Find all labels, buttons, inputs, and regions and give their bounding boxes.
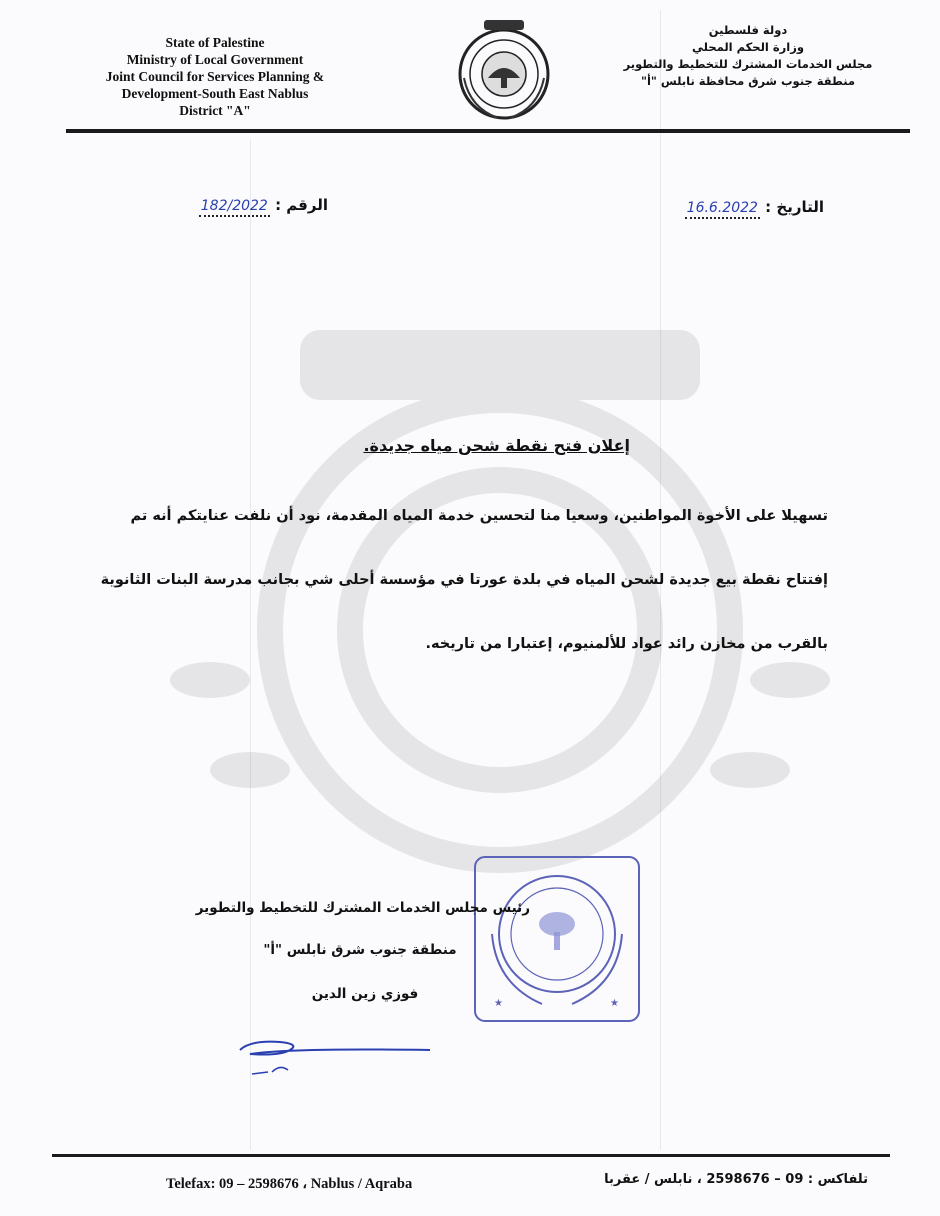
header-en-line-5: District "A" [179,103,251,118]
header-en-line-2: Ministry of Local Government [126,52,304,67]
council-logo [448,16,560,128]
body-line-1: تسهيلا على الأخوة المواطنين، وسعيا منا لتحسين خدمة المياه المقدمة، نود أن نلفت عنايتكم أنه تم [130,508,828,524]
document-date [685,198,824,219]
footer-english: Telefax: 09 – 2598676 ، Nablus / Aqraba [166,1176,413,1192]
signatory-title: رئيس مجلس الخدمات المشترك للتخطيط والتطوير [195,900,530,916]
header-arabic [618,22,878,90]
official-stamp [472,854,642,1024]
number-value: 182/2022 [199,198,270,217]
header-english [70,34,360,119]
header-en-line-3: Joint Council for Services Planning & [105,69,325,84]
header-divider [66,129,910,133]
svg-text:★: ★ [610,998,619,1009]
date-value: 16.6.2022 [685,200,760,219]
body-line-2: إفتتاح نقطة بيع جديدة لشحن المياه في بلدة عورتا في مؤسسة أحلى شي بجانب مدرسة البنات الثانوية [100,572,828,588]
header-ar-line-4: منطقة جنوب شرق محافظة نابلس "أ" [640,74,856,88]
reference-number [199,196,328,217]
header-en-line-1: State of Palestine [165,35,265,50]
announcement-title: إعلان فتح نقطة شحن مياه جديدة. [363,436,630,455]
header-ar-line-2: وزارة الحكم المحلي [692,40,804,54]
footer-arabic: تلفاكس : 09 – 2598676 ، نابلس / عقربا [604,1172,868,1187]
header-ar-line-3: مجلس الخدمات المشترك للتخطيط والتطوير [623,57,873,71]
watermark-emblem [100,300,860,880]
signatory-region: منطقة جنوب شرق نابلس "أ" [263,942,457,958]
footer-divider [52,1154,890,1157]
body-line-3: بالقرب من مخازن رائد عواد للألمنيوم، إعتبارا من تاريخه. [425,636,828,652]
number-label: الرقم : [275,196,328,214]
header-ar-line-1: دولة فلسطين [708,23,788,37]
date-label: التاريخ : [765,198,824,216]
svg-text:★: ★ [494,998,503,1009]
signatory-name: فوزي زين الدين [311,986,419,1002]
header-en-line-4: Development-South East Nablus [121,86,309,101]
handwritten-signature [232,1030,472,1080]
